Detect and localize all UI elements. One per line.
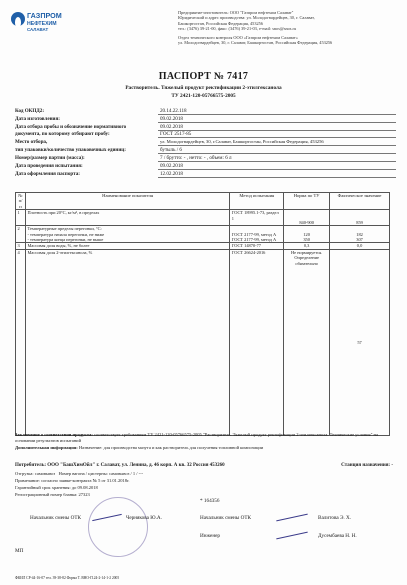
sign2-label: Начальник смены ОТК [200,515,251,521]
row-name: - температура конца перегонки, не выше [25,237,229,243]
row-name: Массовая доля воды, %, не более [25,243,229,249]
conclusion-label: Заключение о соответствии продукта: [15,432,93,437]
row-fact: 182 [330,232,390,237]
row-name: Массовая доля 2-этилгексанола, % [25,249,229,435]
logo-sub2: САЛАВАТ [27,27,49,32]
header-line: ул. Молодогвардейцев, 30, г. Салават, Башкортостан, Российская Федерация, 453256 [178,40,333,46]
logo-sub: НЕФТЕХИМ [27,21,57,27]
row-norm: 840-900 [284,210,330,226]
consumer-text: Потребитель: ООО "БашХимОйл" г. Салават, ул. Ленина, д. 46 корп. А кв. 32 Россия 453260 [15,463,225,468]
field-label: документа, по которому отбирают пробу: [15,131,110,137]
field-value: 09.02.2018 [160,116,183,122]
row-name: - температура начала перегонки, не ниже [25,232,229,237]
row-norm: 120 [284,232,330,237]
row-method: ГОСТ 2177-99, метод А [230,237,284,243]
table-header: Метод испытания [230,193,284,210]
row-method: ГОСТ 2177-99, метод А [230,232,284,237]
document-spec: ТУ 2421-120-05766575-2005 [171,93,236,99]
row-name: Плотность при 20°С, кг/м³, в пределах [25,210,229,226]
extra-info-label: Дополнительная информация: [15,445,78,450]
row-fact: 57 [330,249,390,435]
sign2-name: Валитова Э. Х. [318,515,352,521]
header-line: Башкортостан, Российская Федерация, 453256 [178,20,263,26]
row-norm: 350 [284,237,330,243]
field-label: Дата проведения испытания: [15,163,83,169]
company-logo [11,9,75,49]
field-label: Дата отбора пробы и обозначение нормативного [15,124,127,130]
sign1-label: Начальник смены ОТК [30,515,81,521]
row-method: ГОСТ 18995.1-73, раздел 1 [230,210,284,226]
header-line: Предприятие-изготовитель: ООО "Газпром нефтехим Салават" [178,10,294,15]
field-value: 09.02.2018 [160,163,183,169]
conclusion-text: соответствует требованиям ТУ 2421-120-05766575-2005 "Растворитель. Тяжелый продукт ректификации 2-этилгексанола. Технические условия" на основании результатов испытаний [15,432,378,443]
table-row [16,249,390,435]
row-method: ГОСТ 14870-77 [230,243,284,249]
station-text: Станция назначения: - [341,463,393,468]
field-value: 20.14.22.118 [160,108,187,114]
field-value: 09.02.2018 [160,124,183,130]
manufacturer-header [178,10,398,46]
registration-line: Регистрационный номер бланка: 27323 [15,492,90,497]
signature [276,532,308,540]
field-value: ул. Молодогвардейцев, 30, г.Салават, Башкортостан, Российская Федерация, 453256 [160,139,324,144]
field-label: Дата оформления паспорта: [15,171,80,177]
table-header: № п/п [16,193,26,210]
field-value: ГОСТ 2517-85 [160,131,192,137]
field-label: Номер/размер партии (масса): [15,155,85,161]
sign3-name: Дусембаева Н. Н. [318,533,357,539]
row-fact: 307 [330,237,390,243]
field-label: Код ОКПД2: [15,108,45,114]
note-line: Примечание: согласно заявке-контракта № 5 от 31.01.2018г. [15,478,130,483]
row-norm: 0,3 [284,243,330,249]
document-subtitle: Растворитель. Тяжелый продукт ректификации 2-этилгексанола [125,85,282,91]
guarantee-line: Гарантийный срок хранения: до 09.08.2018 [15,485,98,490]
extra-info-text: Назначение: для производства мазута и как растворитель для получения топливной композиции [78,445,264,450]
table-header: Фактическое значение [330,193,390,210]
table-row [16,210,390,226]
row-fact: 859 [330,210,390,226]
sign3-label: Инженер [200,533,221,539]
header-line: Отдел технического контроля ООО «Газпром нефтехим Салават» [178,35,298,41]
results-table [15,192,390,436]
row-number: 1 [16,210,26,226]
row-norm: Не нормируется. Определение обязательно [284,249,330,435]
header-line: Юридический и адрес производства: ул. Молодогвардейцев, 30, г. Салават, [178,15,315,21]
table-header-row [16,193,390,210]
flame-icon [11,12,25,26]
form-footer: ФКИЛ СР-44-16-07 тел. 39-38-82 Форма Т. ВНО-П.24-2-14-1-2 2005 [15,576,120,580]
row-number: 3 [16,243,26,249]
field-label: Дата изготовления: [15,116,60,122]
official-stamp [88,497,148,557]
seal-mark: МП [15,548,24,554]
consumer-line [15,463,393,469]
extra-info-block [15,445,393,451]
field-label: Место отбора, [15,139,48,145]
signature [276,514,308,522]
logo-name: ГАЗПРОМ [27,11,62,20]
row-method: ГОСТ 26624-2016 [230,249,284,435]
conclusion-block [15,432,393,443]
shipment-number-text: Номер вагона / цистерны: самовывоз / 1 / --- [58,471,144,476]
row-number: 2 [16,226,26,232]
shipment-line [15,471,393,477]
field-value: 7 / брутто: - , нетто: - , объем: 6 л [160,155,232,161]
table-header: Норма по ТУ [284,193,330,210]
sign1-name: Чернякова Ю.А. [126,515,162,521]
shipment-text: Отгрузка: самовывоз [15,471,56,476]
table-header: Наименование показателя [25,193,229,210]
document-title: ПАСПОРТ № 7417 [158,71,249,82]
field-value: 12.02.2018 [160,171,183,177]
blank-code: * 164356 [200,498,220,504]
row-number: 4 [16,249,26,435]
row-name: Температурные пределы перегонки, °С: [25,226,229,232]
header-line: тел.: (3476) 39-21-00, факс: (3476) 39-21-03, e-mail: snos@snos.ru [178,25,297,31]
row-fact: 0,0 [330,243,390,249]
field-value: бутыль / 6 [160,147,182,153]
field-label: тип упаковки/количество упаковочных единиц: [15,147,126,153]
